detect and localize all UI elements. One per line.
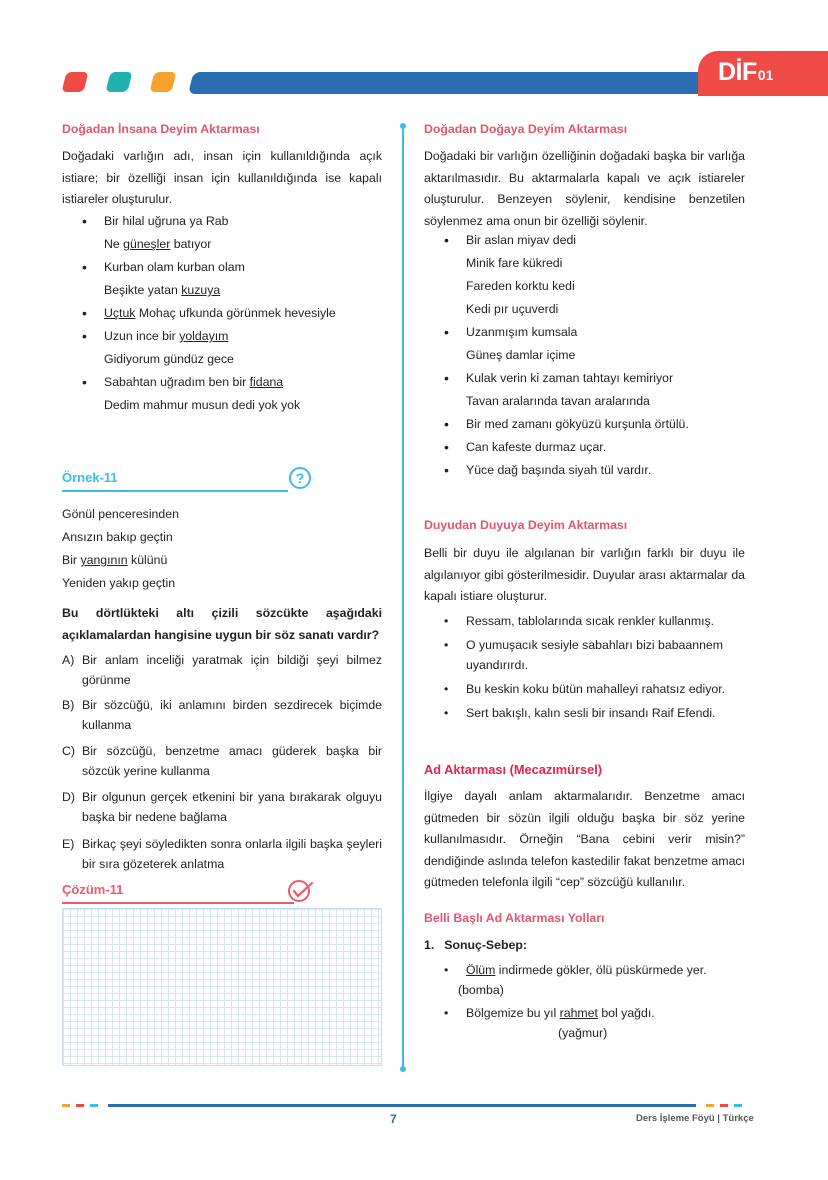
section-text-doga-insan: Doğadaki varlığın adı, insan için kullanıldığında açık istiare; bir özelliği insan için kullanıldığında ise kapalı istiareler oluşturulur. [62, 149, 382, 206]
list-item: • Kurban olam kurban olam [62, 256, 392, 279]
option-letter: D) [62, 790, 75, 804]
list-item: • Bu keskin koku bütün mahalleyi rahatsız ediyor. [444, 682, 726, 696]
poem-line: Ansızın bakıp geçtin [62, 530, 173, 544]
list-item: • Sabahtan uğradım ben bir fidana [62, 371, 392, 394]
example-note: (yağmur) [558, 1026, 608, 1040]
footer-dash-teal-right [734, 1104, 742, 1107]
list-item: Gidiyorum gündüz gece [104, 352, 234, 366]
option-text: Bir sözcüğü, benzetme amacı güderek başka bir sözcük yerine kullanma [82, 744, 382, 778]
example-title: Örnek-11 [62, 470, 118, 485]
option-letter: E) [62, 837, 75, 851]
option-letter: B) [62, 698, 75, 712]
poem-line: Bir yangının külünü [62, 553, 168, 567]
section-text-duyu-duyu: Belli bir duyu ile algılanan bir varlığın farklı bir duyu ile algılanıyor gibi gösterilmesidir. Duyular arası aktarmalar da kapalı istiare oluşturur. [424, 546, 745, 603]
section-title-duyu-duyu: Duyudan Duyuya Deyim Aktarması [424, 518, 628, 532]
list-item: • Kulak verin ki zaman tahtayı kemiriyor [424, 367, 754, 390]
option-text: Bir sözcüğü, iki anlamını birden sezdirecek biçimde kullanma [82, 698, 382, 732]
section-title-ad-aktarmasi: Ad Aktarması (Mecazımürsel) [424, 762, 603, 777]
option-letter: A) [62, 653, 75, 667]
list-item: Kedi pır uçuverdi [466, 302, 559, 316]
svg-text:?: ? [295, 470, 305, 486]
list-item: • Uçtuk Mohaç ufkunda görünmek hevesiyle [62, 302, 392, 325]
footer-text: Ders İşleme Föyü | Türkçe [636, 1113, 754, 1124]
section-text-ad-aktarmasi: İlgiye dayalı anlam aktarmalarıdır. Benzetme amacı gütmeden bir sözün ilgili olduğu başka bir söz yerine kullanılmasıdır. Örneğin “Bana cebini verir misin?” dendiğinde aslında telefon kastedilir fakat benzetme amacı gütmeden telefonla ilgili “cep” sözcüğü kullanılır. [424, 789, 745, 889]
list-item: • Bir hilal uğruna ya Rab [62, 210, 392, 233]
poem [62, 503, 179, 595]
footer-dash-red [76, 1104, 84, 1107]
footer-dash-orange [62, 1104, 70, 1107]
brand-logo: DİF01 [718, 58, 774, 86]
header-blue-bar [188, 72, 753, 94]
list-item: • Yüce dağ başında siyah tül vardır. [424, 459, 754, 482]
list-item: • Bir med zamanı gökyüzü kurşunla örtülü. [424, 413, 754, 436]
list-item: Fareden korktu kedi [466, 279, 575, 293]
section-text-doga-doga: Doğadaki bir varlığın özelliğinin doğadaki başka bir varlığa aktarılmasıdır. Bu aktarmalarla kapalı ve açık istiareler oluşturulur. Benzeyen söylenir, kendisine benzetilen söylenmez ama onun bir özelliği söylenir. [424, 149, 745, 228]
list-item: Ne güneşler batıyor [104, 237, 212, 251]
list-item: • O yumuşacık sesiyle sabahları bizi babaannem uyandırırdı. [444, 638, 723, 672]
example-list-doga-insan [62, 210, 392, 417]
example-sonuc-sebep-1: • Ölüm indirmede gökler, ölü püskürmede yer. (bomba) [424, 960, 745, 1000]
option-text: Birkaç şeyi söyledikten sonra onlarla ilgili başka şeyleri bir sıra gözeterek anlatma [82, 837, 382, 871]
option-letter: C) [62, 744, 75, 758]
solution-grid[interactable] [62, 908, 382, 1066]
list-item: • Uzanmışım kumsala [424, 321, 754, 344]
question-mark-icon [288, 466, 312, 490]
footer-dash-orange-right [706, 1104, 714, 1107]
list-item: Beşikte yatan kuzuya [104, 283, 221, 297]
poem-line: Yeniden yakıp geçtin [62, 576, 176, 590]
option-b[interactable] [62, 695, 382, 735]
example-list-duyu-duyu [424, 611, 745, 723]
list-item: Tavan aralarında tavan aralarında [466, 394, 650, 408]
option-text: Bir olgunun gerçek etkenini bir yana bırakarak olguyu başka bir nedene bağlama [82, 790, 382, 824]
section-title-doga-doga: Doğadan Doğaya Deyim Aktarması [424, 122, 628, 136]
section-title-ad-aktarmasi-yollari: Belli Başlı Ad Aktarması Yolları [424, 911, 605, 925]
solution-title: Çözüm-11 [62, 882, 124, 897]
brand-tab [698, 51, 828, 96]
solution-rule [62, 902, 294, 904]
list-item: Dedim mahmur musun dedi yok yok [104, 398, 301, 412]
option-a[interactable] [62, 650, 382, 690]
list-item: • Can kafeste durmaz uçar. [424, 436, 754, 459]
option-c[interactable] [62, 741, 382, 781]
example-note: (bomba) [458, 983, 504, 997]
divider-dot-top [400, 123, 406, 129]
list-item: • Uzun ince bir yoldayım [62, 325, 392, 348]
header-red-square [62, 72, 89, 92]
option-d[interactable] [62, 787, 382, 827]
subheading-sonuc-sebep: 1. Sonuç-Sebep: [424, 938, 527, 952]
example-list-doga-doga [424, 229, 754, 482]
option-text: Bir anlam inceliği yaratmak için bildiği şeyi bilmez görünme [82, 653, 382, 687]
question-text: Bu dörtlükteki altı çizili sözcükte aşağıdaki açıklamalardan hangisine uygun bir söz sanatı vardır? [62, 606, 382, 642]
page-number: 7 [390, 1112, 397, 1126]
footer-dash-teal [90, 1104, 98, 1107]
list-item: • Bir aslan miyav dedi [424, 229, 754, 252]
list-item: Minik fare kükredi [466, 256, 563, 270]
list-item: • Ressam, tablolarında sıcak renkler kullanmış. [444, 614, 715, 628]
column-divider [402, 126, 404, 1070]
header-orange-square [150, 72, 177, 92]
footer-bar [108, 1104, 696, 1107]
divider-dot-bottom [400, 1066, 406, 1072]
section-title-doga-insan: Doğadan İnsana Deyim Aktarması [62, 122, 260, 136]
example-rule [62, 490, 288, 492]
poem-line: Gönül penceresinden [62, 507, 179, 521]
checkmark-circle-icon [288, 879, 316, 903]
list-item: Güneş damlar içime [466, 348, 576, 362]
example-sonuc-sebep-2: • Bölgemize bu yıl rahmet bol yağdı. (yağmur) [424, 1003, 745, 1043]
header-teal-square [106, 72, 133, 92]
option-e[interactable] [62, 834, 382, 874]
list-item: • Sert bakışlı, kalın sesli bir insandı Raif Efendi. [444, 706, 716, 720]
footer-dash-red-right [720, 1104, 728, 1107]
